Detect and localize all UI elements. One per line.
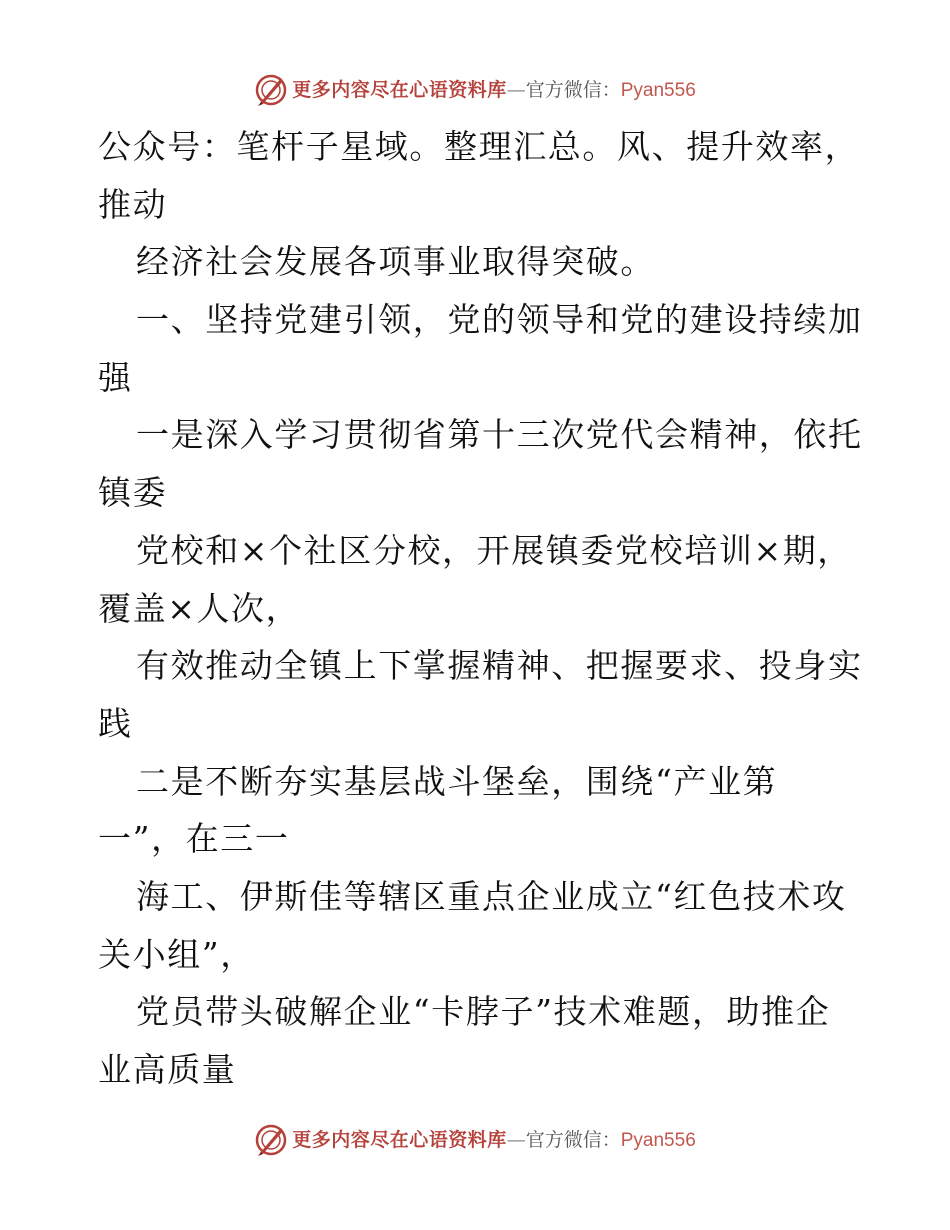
footer-text: [292, 1120, 696, 1161]
quill-pen-logo-icon: [254, 73, 288, 107]
header-official-label: 官方微信：: [525, 78, 621, 101]
paragraph-line: 镇委: [98, 473, 168, 513]
header-dash: —: [506, 78, 526, 101]
paragraph-line: 业高质量: [98, 1050, 237, 1089]
section-heading-line: 一、坚持党建引领，党的领导和党的建设持续加: [136, 300, 863, 340]
document-body: [98, 118, 863, 1099]
paragraph-line: 关小组”，: [98, 934, 255, 974]
paragraph-line: 有效推动全镇上下掌握精神、把握要求、投身实: [136, 646, 863, 686]
header-wechat-id: Pyan556: [620, 79, 696, 101]
paragraph-line: 公众号：笔杆子星域。整理汇总。风、提升效率，: [98, 127, 860, 166]
paragraph-line: 海工、伊斯佳等辖区重点企业成立“红色技术攻: [136, 876, 847, 916]
paragraph-line: 经济社会发展各项事业取得突破。: [136, 242, 655, 282]
footer-wechat-id: Pyan556: [620, 1129, 696, 1151]
paragraph-line: 推动: [98, 184, 168, 224]
paragraph-line: 一是深入学习贯彻省第十三次党代会精神，依托: [136, 415, 863, 455]
footer-brand-text: 更多内容尽在心语资料库: [292, 1128, 507, 1151]
paragraph-line: 践: [98, 703, 133, 743]
paragraph-line: 党员带头破解企业“卡脖子”技术难题，助推企: [136, 992, 831, 1032]
footer-dash: —: [506, 1128, 526, 1151]
paragraph-line: 党校和×个社区分校，开展镇委党校培训×期，: [136, 530, 852, 570]
section-heading-line: 强: [98, 357, 133, 397]
paragraph-line: 覆盖×人次，: [98, 588, 301, 628]
paragraph-line: 二是不断夯实基层战斗堡垒，围绕“产业第: [136, 761, 778, 801]
paragraph-line: 一”，在三一: [98, 819, 290, 859]
quill-pen-logo-icon: [254, 1123, 288, 1157]
header-text: [292, 70, 696, 111]
footer-banner: [0, 1120, 950, 1160]
header-brand-text: 更多内容尽在心语资料库: [292, 78, 507, 101]
header-banner: [0, 70, 950, 110]
footer-official-label: 官方微信：: [525, 1128, 621, 1151]
